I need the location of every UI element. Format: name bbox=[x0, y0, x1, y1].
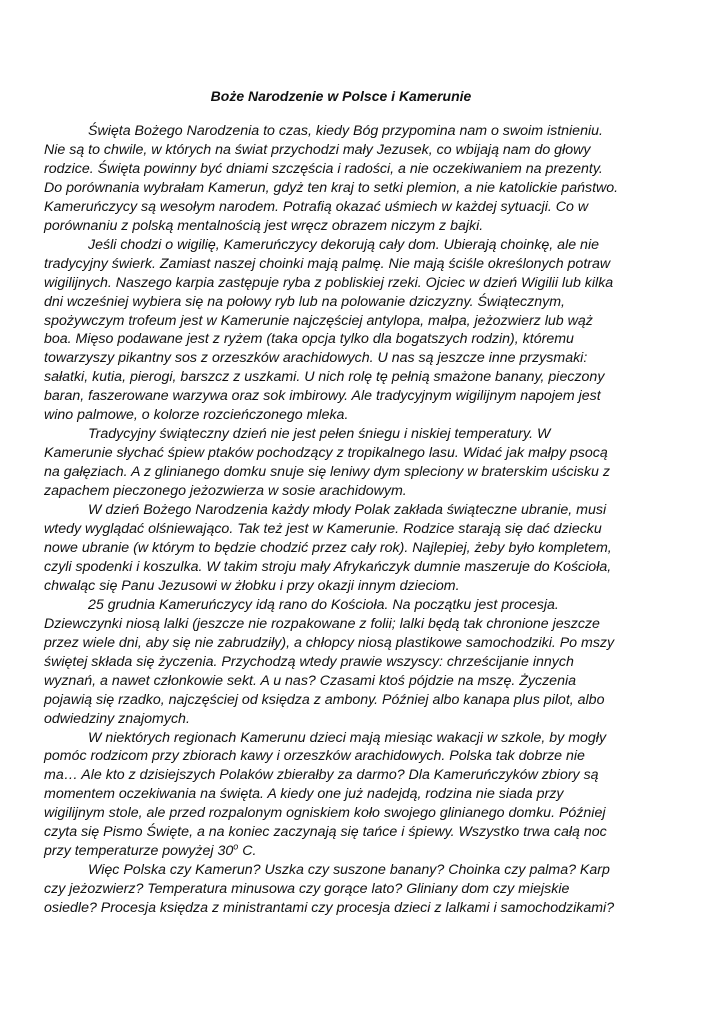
text-line: W dzień Bożego Narodzenia każdy młody Polak zakłada świąteczne ubranie, musi bbox=[88, 502, 607, 519]
text-line: zapachem pieczonego jeżozwierza w sosie arachidowym. bbox=[44, 483, 407, 500]
paragraph-6 bbox=[44, 729, 684, 862]
text-line: 25 grudnia Kameruńczycy idą rano do Kościoła. Na początku jest procesja. bbox=[88, 596, 559, 613]
text-line: nowe ubranie (w którym to będzie chodzić przez cały rok). Najlepiej, żeby było kompletem, bbox=[44, 539, 612, 556]
paragraph-5 bbox=[44, 596, 684, 729]
text-line: boa. Mięso podawane jest z ryżem (taka opcja tylko dla bogatszych rodzin), któremu bbox=[44, 331, 574, 348]
text-line: wigilijnych. Naszego karpia zastępuje ryba z pobliskiej rzeki. Ojciec w dzień Wigilii lub kilka bbox=[44, 274, 614, 291]
document-title: Boże Narodzenie w Polsce i Kamerunie bbox=[210, 88, 472, 104]
paragraph-3 bbox=[44, 425, 684, 501]
text-line: odwiedziny znajomych. bbox=[44, 710, 190, 727]
temperature-text: przy temperaturze powyżej 30 bbox=[44, 843, 234, 860]
paragraph-2 bbox=[44, 236, 684, 426]
text-line: czy jeżozwierz? Temperatura minusowa czy gorące lato? Gliniany dom czy miejskie bbox=[44, 881, 570, 898]
text-line: na gałęziach. A z glinianego domku snuje się leniwy dym spleciony w braterskim uścisku z bbox=[44, 464, 610, 481]
text-line: ma… Ale kto z dzisiejszych Polaków zbierałby za darmo? Dla Kameruńczyków zbiory są bbox=[44, 767, 599, 784]
text-line: Dziewczynki niosą lalki (jeszcze nie rozpakowane z folii; lalki będą tak chronione jeszcze bbox=[44, 615, 600, 632]
text-line: Do porównania wybrałam Kamerun, gdyż ten kraj to setki plemion, a nie katolickie państwo. bbox=[44, 179, 619, 196]
text-line: Kameruńczycy są wesołym narodem. Potrafią okazać uśmiech w każdej sytuacji. Co w bbox=[44, 198, 589, 215]
text-line: wyznań, a nawet członkowie sekt. A u nas? Czasami ktoś pójdzie na mszę. Życzenia bbox=[44, 672, 577, 689]
text-line: spożywczym trofeum jest w Kamerunie najczęściej antylopa, małpa, jeżozwierz lub wąż bbox=[44, 312, 593, 329]
text-line: sałatki, kutia, pierogi, barszcz z uszkami. U nich rolę tę pełnią smażone banany, pieczony bbox=[44, 369, 605, 386]
text-line: wino palmowe, o kolorze rozcieńczonego mleka. bbox=[44, 407, 349, 424]
paragraph-4 bbox=[44, 501, 684, 596]
paragraph-7 bbox=[44, 861, 684, 918]
text-line: chwaląc się Panu Jezusowi w żłobku i przy okazji innym dzieciom. bbox=[44, 577, 460, 594]
text-line: przez wiele dni, aby się nie zabrudziły), a chłopcy niosą plastikowe samochodziki. Po mszy bbox=[44, 634, 615, 651]
temperature-unit: C. bbox=[238, 843, 257, 860]
paragraph-1 bbox=[44, 122, 684, 236]
text-line: Więc Polska czy Kamerun? Uszka czy suszone banany? Choinka czy palma? Karp bbox=[88, 862, 610, 879]
text-line: dni wcześniej wybiera się na połowy ryb lub na polowanie dziczyzny. Świątecznym, bbox=[44, 293, 565, 310]
text-line: Jeśli chodzi o wigilię, Kameruńczycy dekorują cały dom. Ubierają choinkę, ale nie bbox=[88, 236, 599, 253]
text-line: czyta się Pismo Święte, a na koniec zaczynają się tańce i śpiewy. Wszystko trwa całą noc bbox=[44, 824, 607, 841]
text-line: pojawią się rzadko, najczęściej od księdza z ambony. Później albo kanapa plus pilot, albo bbox=[44, 691, 605, 708]
text-line: rodzice. Święta powinny być dniami szczęścia i radości, a nie oczekiwaniem na prezenty. bbox=[44, 160, 603, 177]
text-line: porównaniu z polską mentalnością jest wręcz obrazem niczym z bajki. bbox=[44, 217, 484, 234]
text-line: świętej składa się życzenia. Przychodzą wtedy prawie wszyscy: chrześcijanie innych bbox=[44, 653, 574, 670]
text-line: Tradycyjny świąteczny dzień nie jest pełen śniegu i niskiej temperatury. W bbox=[88, 426, 551, 443]
text-line-temperature bbox=[44, 842, 684, 861]
text-line: momentem oczekiwania na święta. A kiedy one już nadejdą, rodzina nie siada przy bbox=[44, 786, 564, 803]
text-line: towarzyszy pikantny sos z orzeszków arachidowych. U nas są jeszcze inne przysmaki: bbox=[44, 350, 588, 367]
text-line: wigilijnym stole, ale przed rozpalonym ogniskiem koło swojego glinianego domku. Później bbox=[44, 805, 606, 822]
text-line: tradycyjny świerk. Zamiast naszej choinki mają palmę. Nie mają ściśle określonych potraw bbox=[44, 255, 611, 272]
text-line: Święta Bożego Narodzenia to czas, kiedy Bóg przypomina nam o swoim istnieniu. bbox=[88, 123, 603, 139]
degree-superscript: o bbox=[233, 841, 239, 852]
text-line: Kamerunie słychać śpiew ptaków pochodzący z tropikalnego lasu. Widać jak małpy psocą bbox=[44, 445, 608, 462]
text-line: osiedle? Procesja księdza z ministrantami czy procesja dzieci z lalkami i samochodzikami? bbox=[44, 900, 615, 917]
text-line: czyli spodenki i koszulka. W takim stroju mały Afrykańczyk dumnie maszeruje do Kościoła, bbox=[44, 558, 612, 575]
text-line: pomóc rodzicom przy zbiorach kawy i orzeszków arachidowych. Polska tak dobrze nie bbox=[44, 748, 585, 765]
text-line: W niektórych regionach Kamerunu dzieci mają miesiąc wakacji w szkole, by mogły bbox=[88, 729, 607, 746]
text-line: wtedy wyglądać olśniewająco. Tak też jest w Kamerunie. Rodzice starają się dać dziecku bbox=[44, 521, 602, 538]
document-body bbox=[44, 122, 684, 918]
text-line: baran, faszerowane warzywa oraz sok imbirowy. Ale tradycyjnym wigilijnym napojem jest bbox=[44, 388, 601, 405]
text-line: Nie są to chwile, w których na świat przychodzi mały Jezusek, co wbijają nam do głowy bbox=[44, 141, 591, 158]
